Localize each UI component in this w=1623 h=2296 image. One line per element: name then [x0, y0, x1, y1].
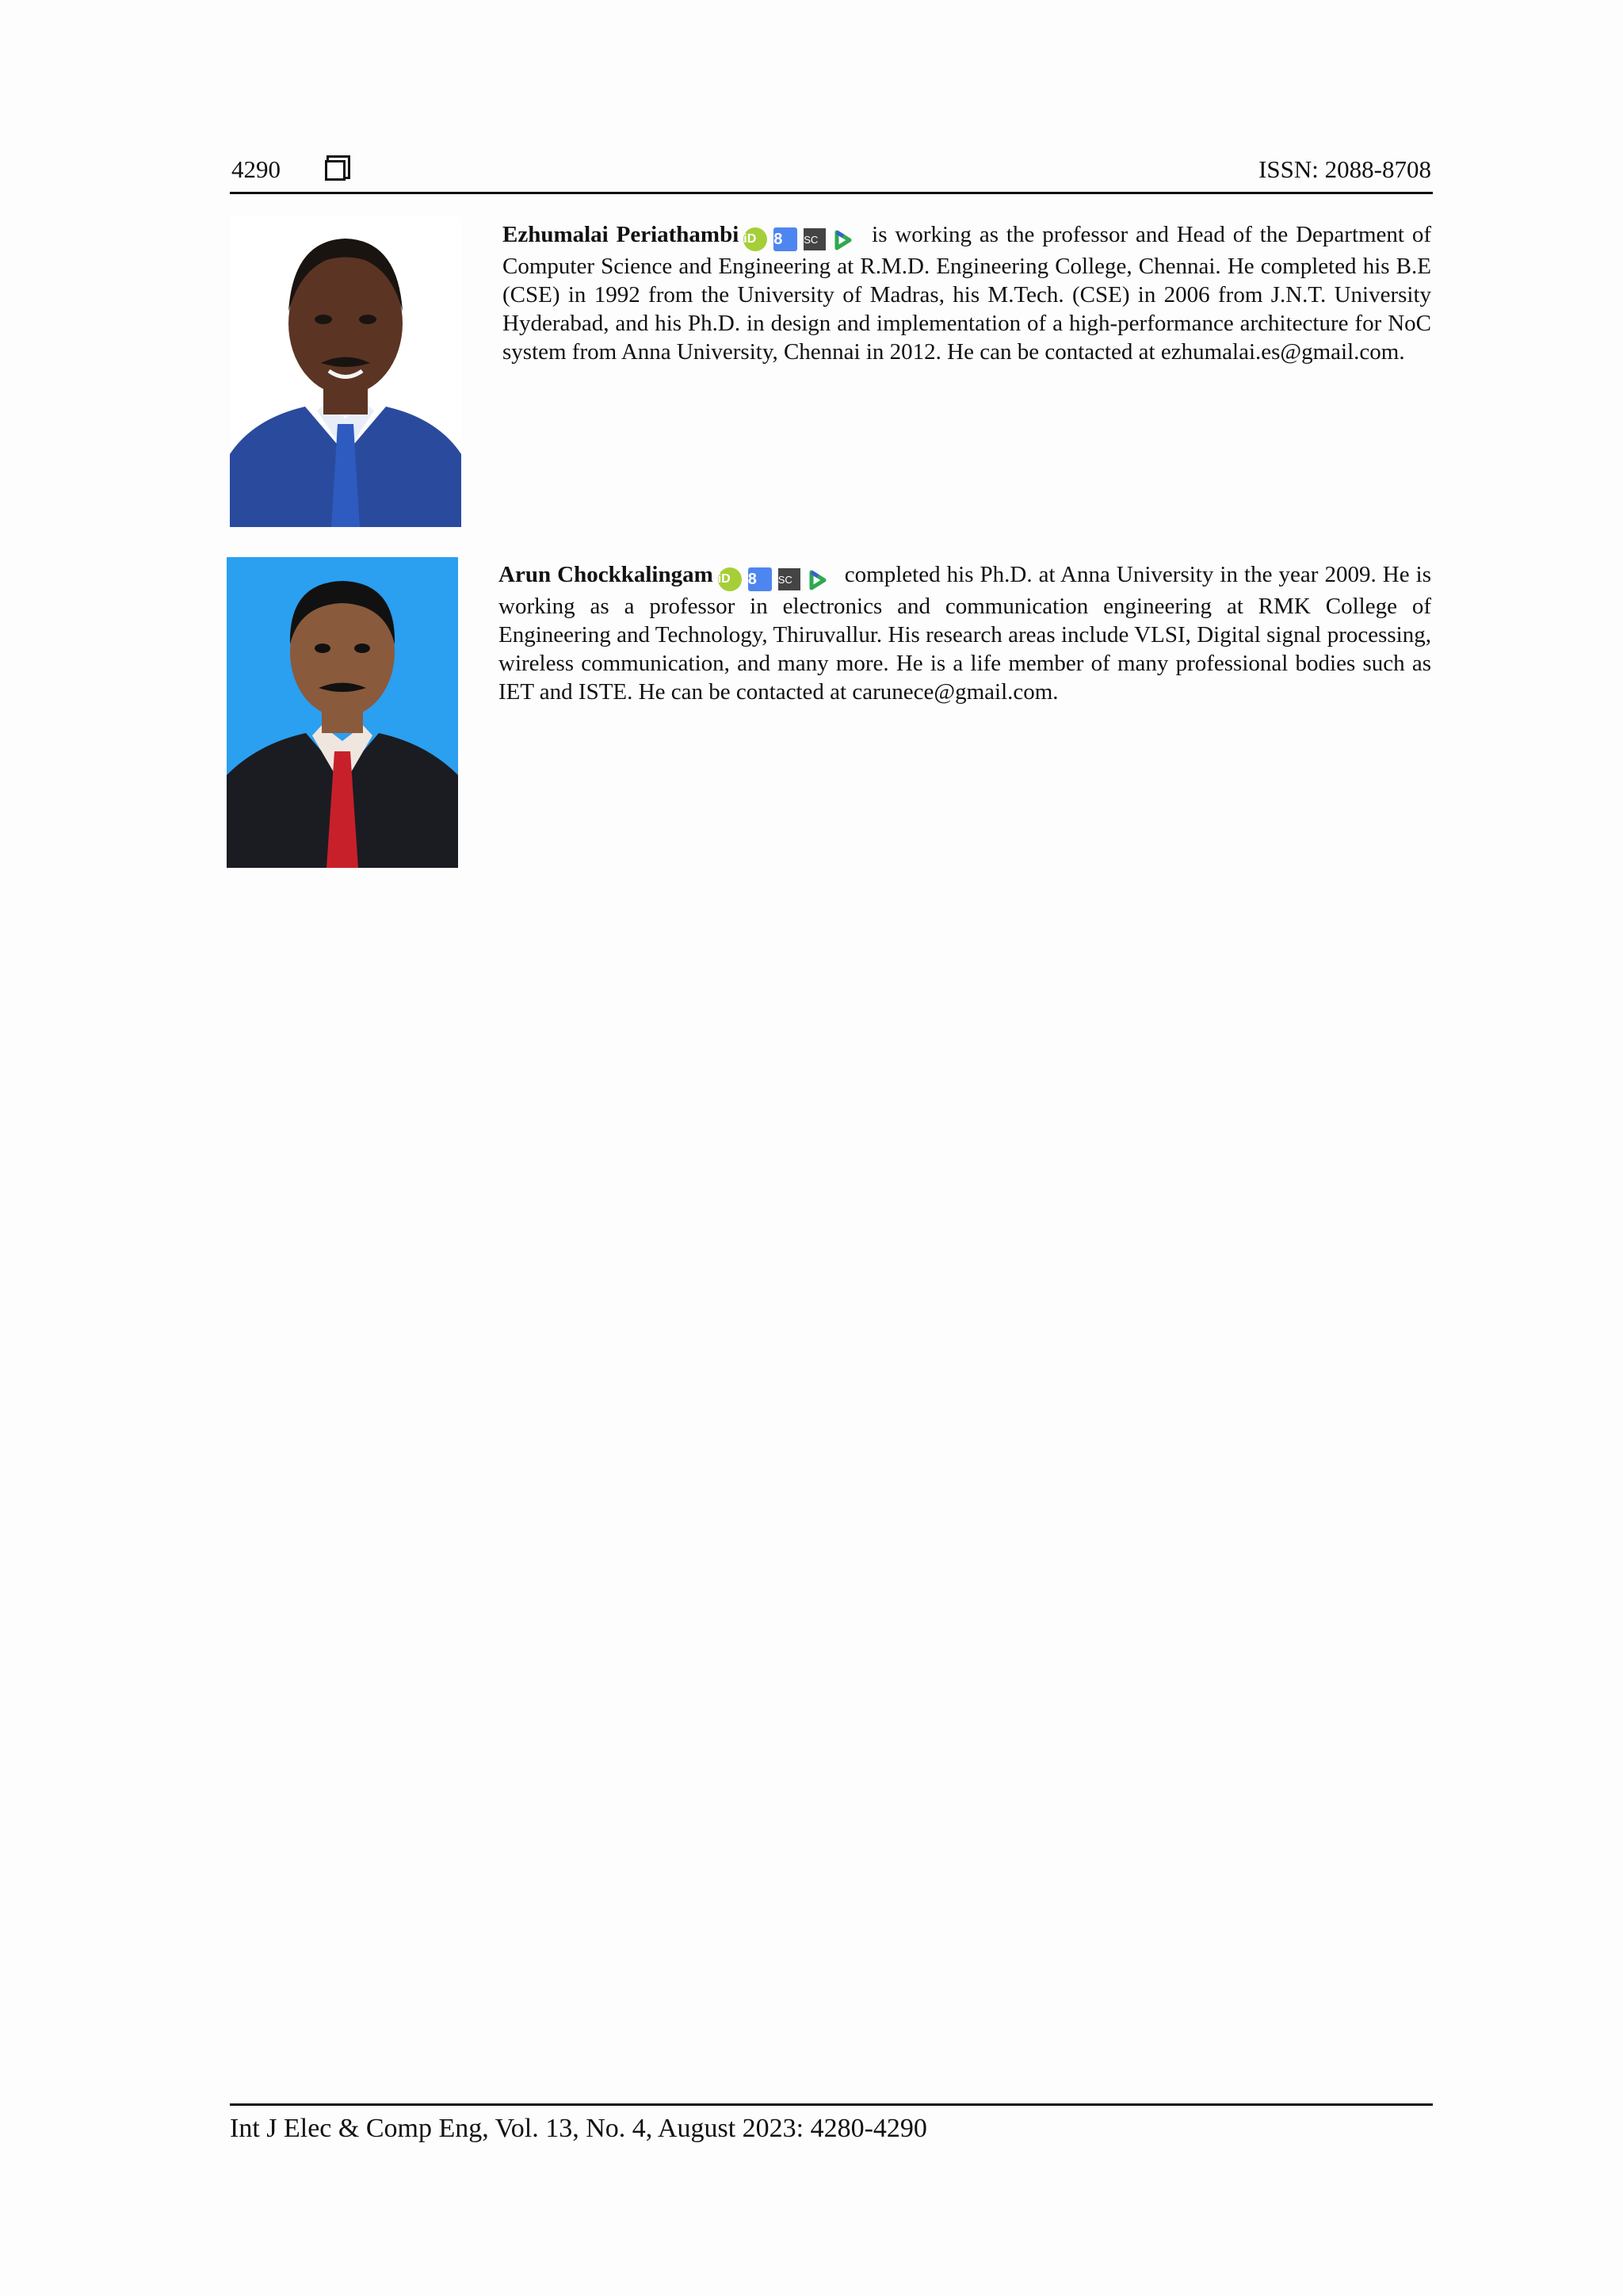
orcid-icon[interactable]: iD — [718, 567, 742, 591]
publons-icon[interactable] — [807, 569, 827, 590]
author-bio-text: completed his Ph.D. at Anna University in the year 2009. He is working as a professor in electronics and communication engineering at RMK College of Engineering and Technology, Thiruvallur. His research areas include VLSI, Digital signal processing, wireless communication, and many more. He is a life member of many professional bodies such as IET and ISTE. He can be contacted at carunece@gmail.com. — [498, 562, 1431, 705]
author-photo-arun — [227, 557, 458, 868]
box-bullet-icon — [325, 160, 346, 181]
journal-citation: Int J Elec & Comp Eng, Vol. 13, No. 4, August 2023: 4280-4290 — [230, 2114, 927, 2143]
orcid-icon[interactable]: iD — [743, 227, 767, 251]
publons-icon[interactable] — [832, 229, 853, 250]
google-scholar-icon[interactable]: 8 — [773, 227, 797, 251]
author-photo-ezhumalai — [230, 216, 461, 527]
scopus-icon[interactable]: SC — [804, 228, 826, 250]
author-name: Ezhumalai Periathambi — [502, 222, 739, 247]
author-name: Arun Chockkalingam — [498, 562, 713, 587]
author-profile-badges — [718, 563, 834, 592]
author-profile-badges — [743, 223, 859, 252]
author-bio-ezhumalai — [502, 220, 1431, 366]
author-bio-text: is working as the professor and Head of the Department of Computer Science and Engineering at R.M.D. Engineering College, Chennai. He completed his B.E (CSE) in 1992 from the University of Madras, his M.Tech. (CSE) in 2006 from J.N.T. University Hyderabad, and his Ph.D. in design and implementation of a high-performance architecture for NoC system from Anna University, Chennai in 2012. He can be contacted at ezhumalai.es@gmail.com. — [502, 222, 1432, 365]
issn: ISSN: 2088-8708 — [1258, 155, 1431, 183]
author-bio-arun — [498, 560, 1431, 706]
page-header — [230, 155, 1433, 194]
page-number: 4290 — [231, 155, 281, 183]
page-footer — [230, 2103, 1433, 2144]
google-scholar-icon[interactable]: 8 — [748, 567, 772, 591]
scopus-icon[interactable]: SC — [778, 568, 800, 590]
